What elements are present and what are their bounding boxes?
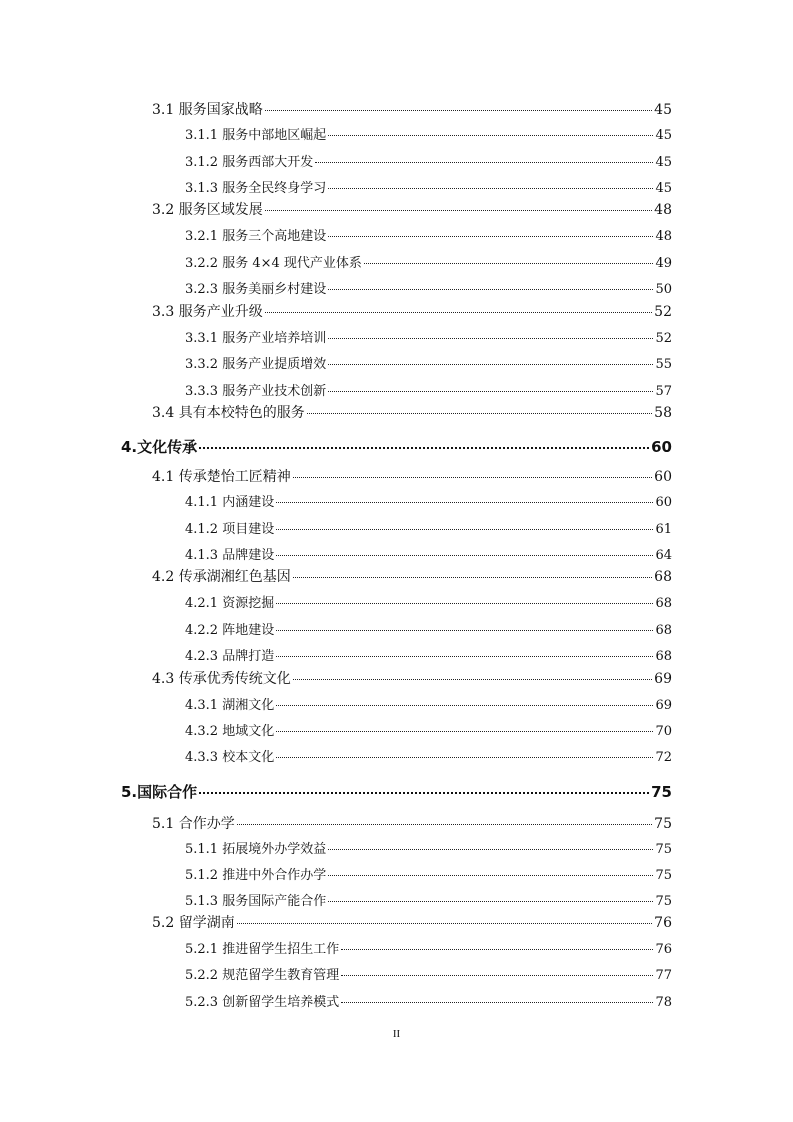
toc-page-number: 49 [655,256,672,271]
dot-leader [341,949,653,950]
toc-subsection[interactable] [185,592,672,611]
toc-page-number: 52 [655,331,672,346]
toc-entry-label: 5.2.1 推进留学生招生工作 [185,942,340,957]
toc-entry-label: 3.3 服务产业升级 [152,304,263,320]
toc-page-number: 75 [655,894,672,909]
toc-page-number: 60 [654,469,672,485]
toc-subsection[interactable] [185,645,672,664]
dot-leader [265,110,652,111]
toc-entry-label: 3.1 服务国家战略 [152,102,263,118]
toc-entry-label: 5.2.2 规范留学生教育管理 [185,968,340,983]
page-number-footer: II [392,1028,401,1040]
toc-page-number: 68 [655,596,672,611]
dot-leader [237,824,652,825]
toc-entry-label: 4.1.1 内涵建设 [185,495,275,510]
toc-entry-label: 3.1.3 服务全民终身学习 [185,181,327,196]
toc-entry-label: 4.3.2 地域文化 [185,724,275,739]
toc-page-number: 45 [655,181,672,196]
toc-section[interactable] [152,466,672,486]
dot-leader [328,875,653,876]
toc-entry-label: 3.2.3 服务美丽乡村建设 [185,282,327,297]
dot-leader [293,577,652,578]
toc-page-number: 75 [654,816,672,832]
toc-entry-label: 5.1.3 服务国际产能合作 [185,894,327,909]
toc-subsection[interactable] [185,720,672,739]
toc-subsection[interactable] [185,619,672,638]
dot-leader [315,162,653,163]
dot-leader [276,555,653,556]
toc-subsection[interactable] [185,124,672,143]
toc-entry-label: 5.2 留学湖南 [152,915,235,931]
toc-entry-label: 4.3.3 校本文化 [185,750,275,765]
toc-page-number: 75 [655,868,672,883]
toc-page-number: 48 [655,229,672,244]
toc-subsection[interactable] [185,518,672,537]
toc-section[interactable] [152,813,672,833]
dot-leader [199,792,649,794]
toc-subsection[interactable] [185,491,672,510]
toc-entry-label: 3.4 具有本校特色的服务 [152,405,305,421]
toc-subsection[interactable] [185,252,672,271]
dot-leader [341,1002,653,1003]
toc-entry-label: 4.2.3 品牌打造 [185,649,275,664]
toc-page-number: 68 [655,649,672,664]
toc-entry-label: 3.3.3 服务产业技术创新 [185,384,327,399]
toc-page-number: 75 [651,783,672,801]
toc-section[interactable] [152,99,672,119]
toc-section[interactable] [152,402,672,422]
toc-page-number: 52 [654,304,672,320]
toc-entry-label: 5.1 合作办学 [152,816,235,832]
dot-leader [276,603,653,604]
toc-page-number: 57 [655,384,672,399]
toc-page-number: 64 [655,548,672,563]
dot-leader [276,502,653,503]
toc-subsection[interactable] [185,964,672,983]
dot-leader [328,338,653,339]
toc-subsection[interactable] [185,353,672,372]
dot-leader [328,901,653,902]
dot-leader [328,391,653,392]
toc-subsection[interactable] [185,864,672,883]
toc-page-number: 48 [654,202,672,218]
toc-entry-label: 3.3.2 服务产业提质增效 [185,357,327,372]
dot-leader [328,289,653,290]
toc-entry-label: 5.1.1 拓展境外办学效益 [185,842,327,857]
dot-leader [265,210,652,211]
toc-page-number: 61 [655,522,672,537]
dot-leader [364,263,654,264]
toc-entry-label: 3.2 服务区域发展 [152,202,263,218]
toc-entry-label: 3.2.2 服务 4×4 现代产业体系 [185,256,362,271]
toc-entry-label: 5.国际合作 [121,783,198,801]
toc-subsection[interactable] [185,838,672,857]
toc-page-number: 58 [654,405,672,421]
dot-leader [307,413,652,414]
toc-entry-label: 3.2.1 服务三个高地建设 [185,229,327,244]
toc-section[interactable] [152,199,672,219]
toc-chapter[interactable] [121,436,672,457]
toc-chapter[interactable] [121,781,672,802]
toc-page-number: 72 [655,750,672,765]
dot-leader [276,529,653,530]
toc-page-number: 68 [654,569,672,585]
toc-subsection[interactable] [185,544,672,563]
toc-section[interactable] [152,668,672,688]
toc-subsection[interactable] [185,225,672,244]
toc-entry-label: 4.3.1 湖湘文化 [185,698,275,713]
dot-leader [328,364,653,365]
toc-subsection[interactable] [185,991,672,1010]
dot-leader [328,188,653,189]
toc-entry-label: 4.1.2 项目建设 [185,522,275,537]
toc-page-number: 77 [655,968,672,983]
dot-leader [276,757,653,758]
toc-page-number: 69 [654,671,672,687]
toc-entry-label: 4.2.1 资源挖掘 [185,596,275,611]
dot-leader [328,135,653,136]
toc-page-number: 45 [655,155,672,170]
toc-entry-label: 4.3 传承优秀传统文化 [152,671,291,687]
dot-leader [293,477,652,478]
toc-page-number: 76 [654,915,672,931]
dot-leader [276,705,653,706]
dot-leader [276,656,653,657]
toc-page-number: 78 [655,995,672,1010]
dot-leader [199,447,649,449]
toc-section[interactable] [152,566,672,586]
dot-leader [276,731,653,732]
toc-section[interactable] [152,301,672,321]
toc-page-number: 55 [655,357,672,372]
toc-page-number: 60 [651,438,672,456]
toc-page-number: 45 [655,128,672,143]
dot-leader [328,236,653,237]
dot-leader [237,923,652,924]
toc-page-number: 68 [655,623,672,638]
toc-subsection[interactable] [185,380,672,399]
toc-subsection[interactable] [185,890,672,909]
toc-entry-label: 4.2.2 阵地建设 [185,623,275,638]
toc-page-number: 70 [655,724,672,739]
toc-section[interactable] [152,912,672,932]
toc-entry-label: 5.2.3 创新留学生培养模式 [185,995,340,1010]
toc-subsection[interactable] [185,938,672,957]
dot-leader [341,975,653,976]
toc-subsection[interactable] [185,151,672,170]
toc-entry-label: 4.文化传承 [121,438,198,456]
toc-subsection[interactable] [185,746,672,765]
toc-subsection[interactable] [185,694,672,713]
toc-entry-label: 4.1 传承楚怡工匠精神 [152,469,291,485]
dot-leader [293,679,652,680]
toc-page-number: 60 [655,495,672,510]
toc-page-number: 45 [654,102,672,118]
dot-leader [276,630,653,631]
toc-page-number: 76 [655,942,672,957]
toc-entry-label: 3.1.1 服务中部地区崛起 [185,128,327,143]
toc-entry-label: 5.1.2 推进中外合作办学 [185,868,327,883]
toc-page-number: 69 [655,698,672,713]
toc-subsection[interactable] [185,278,672,297]
toc-page-number: 50 [655,282,672,297]
toc-subsection[interactable] [185,177,672,196]
dot-leader [328,849,653,850]
toc-entry-label: 3.1.2 服务西部大开发 [185,155,314,170]
toc-subsection[interactable] [185,327,672,346]
dot-leader [265,312,652,313]
toc-entry-label: 4.1.3 品牌建设 [185,548,275,563]
toc-page-number: 75 [655,842,672,857]
toc-entry-label: 3.3.1 服务产业培养培训 [185,331,327,346]
toc-entry-label: 4.2 传承湖湘红色基因 [152,569,291,585]
